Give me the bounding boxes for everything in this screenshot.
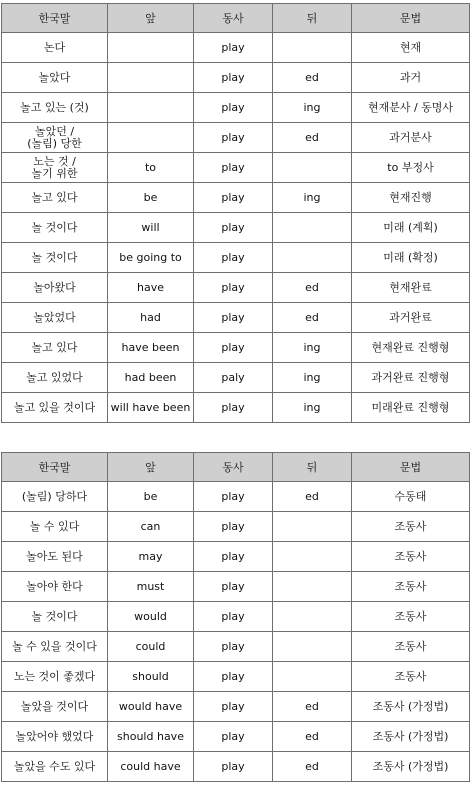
column-header-suffix: 뒤 <box>273 453 352 482</box>
cell-grammar: 미래 (확정) <box>352 243 470 273</box>
table-row <box>2 393 470 423</box>
cell-verb: play <box>194 93 273 123</box>
table-row <box>2 572 470 602</box>
cell-verb: play <box>194 482 273 512</box>
cell-grammar: 미래완료 진행형 <box>352 393 470 423</box>
cell-grammar: 조동사 <box>352 512 470 542</box>
table-row <box>2 123 470 153</box>
cell-suffix <box>273 243 352 273</box>
cell-verb: play <box>194 183 273 213</box>
cell-korean: 놀고 있다 <box>2 333 108 363</box>
cell-suffix: ed <box>273 752 352 782</box>
cell-grammar: 조동사 (가정법) <box>352 752 470 782</box>
cell-grammar: 조동사 <box>352 662 470 692</box>
grammar-table-modals <box>1 452 470 782</box>
cell-grammar: 조동사 (가정법) <box>352 722 470 752</box>
cell-korean: 놀 수 있다 <box>2 512 108 542</box>
table-row <box>2 153 470 183</box>
cell-verb: play <box>194 123 273 153</box>
cell-suffix <box>273 542 352 572</box>
cell-korean: 놀았어야 했었다 <box>2 722 108 752</box>
cell-verb: play <box>194 602 273 632</box>
cell-korean: 놀고 있을 것이다 <box>2 393 108 423</box>
cell-verb: play <box>194 572 273 602</box>
cell-korean: 논다 <box>2 33 108 63</box>
cell-front: should <box>108 662 194 692</box>
column-header-grammar: 문법 <box>352 453 470 482</box>
cell-suffix <box>273 632 352 662</box>
cell-suffix: ing <box>273 333 352 363</box>
table-row <box>2 602 470 632</box>
cell-verb: play <box>194 632 273 662</box>
cell-suffix <box>273 213 352 243</box>
cell-verb: play <box>194 692 273 722</box>
table-header-row <box>2 4 470 33</box>
cell-korean: 놀 수 있을 것이다 <box>2 632 108 662</box>
cell-front: be <box>108 482 194 512</box>
column-header-front: 앞 <box>108 4 194 33</box>
cell-grammar: 과거분사 <box>352 123 470 153</box>
column-header-korean: 한국말 <box>2 453 108 482</box>
cell-verb: play <box>194 153 273 183</box>
cell-verb: paly <box>194 363 273 393</box>
table-row <box>2 752 470 782</box>
cell-front: will <box>108 213 194 243</box>
cell-front: have <box>108 273 194 303</box>
column-header-verb: 동사 <box>194 453 273 482</box>
cell-front <box>108 63 194 93</box>
column-header-grammar: 문법 <box>352 4 470 33</box>
cell-suffix: ing <box>273 93 352 123</box>
cell-suffix <box>273 512 352 542</box>
cell-verb: play <box>194 752 273 782</box>
cell-korean: (놀림) 당하다 <box>2 482 108 512</box>
table-row <box>2 512 470 542</box>
cell-suffix <box>273 572 352 602</box>
cell-verb: play <box>194 393 273 423</box>
column-header-suffix: 뒤 <box>273 4 352 33</box>
cell-suffix: ing <box>273 393 352 423</box>
cell-front: would have <box>108 692 194 722</box>
cell-grammar: 과거완료 진행형 <box>352 363 470 393</box>
cell-front: could <box>108 632 194 662</box>
cell-front: be going to <box>108 243 194 273</box>
cell-grammar: to 부정사 <box>352 153 470 183</box>
cell-verb: play <box>194 512 273 542</box>
cell-verb: play <box>194 722 273 752</box>
cell-korean: 놀 것이다 <box>2 243 108 273</box>
table-row <box>2 183 470 213</box>
cell-front <box>108 33 194 63</box>
cell-grammar: 조동사 <box>352 572 470 602</box>
cell-front: may <box>108 542 194 572</box>
cell-front <box>108 123 194 153</box>
cell-grammar: 과거완료 <box>352 303 470 333</box>
cell-front: have been <box>108 333 194 363</box>
cell-grammar: 과거 <box>352 63 470 93</box>
cell-korean: 놀아야 한다 <box>2 572 108 602</box>
cell-front: would <box>108 602 194 632</box>
table-row <box>2 333 470 363</box>
cell-front: can <box>108 512 194 542</box>
cell-verb: play <box>194 333 273 363</box>
table-row <box>2 662 470 692</box>
cell-suffix: ed <box>273 123 352 153</box>
table-row <box>2 303 470 333</box>
cell-korean: 노는 것 / 놀기 위한 <box>2 153 108 183</box>
cell-verb: play <box>194 542 273 572</box>
table-row <box>2 33 470 63</box>
cell-suffix: ed <box>273 303 352 333</box>
cell-grammar: 조동사 <box>352 602 470 632</box>
cell-korean: 놀아왔다 <box>2 273 108 303</box>
cell-korean: 놀았다 <box>2 63 108 93</box>
cell-grammar: 미래 (계획) <box>352 213 470 243</box>
column-header-verb: 동사 <box>194 4 273 33</box>
cell-korean: 놀고 있는 (것) <box>2 93 108 123</box>
cell-verb: play <box>194 243 273 273</box>
cell-verb: play <box>194 273 273 303</box>
table-row <box>2 363 470 393</box>
cell-grammar: 수동태 <box>352 482 470 512</box>
table-row <box>2 213 470 243</box>
table-row <box>2 63 470 93</box>
grammar-table-tenses <box>1 3 470 423</box>
cell-korean: 놀았던 / (놀림) 당한 <box>2 123 108 153</box>
table-row <box>2 722 470 752</box>
column-header-korean: 한국말 <box>2 4 108 33</box>
cell-suffix: ed <box>273 273 352 303</box>
cell-verb: play <box>194 33 273 63</box>
cell-suffix <box>273 153 352 183</box>
cell-korean: 놀았을 수도 있다 <box>2 752 108 782</box>
cell-grammar: 현재분사 / 동명사 <box>352 93 470 123</box>
cell-front: to <box>108 153 194 183</box>
cell-verb: play <box>194 303 273 333</box>
table-row <box>2 542 470 572</box>
cell-suffix: ed <box>273 692 352 722</box>
cell-suffix <box>273 662 352 692</box>
cell-korean: 놀고 있었다 <box>2 363 108 393</box>
cell-grammar: 현재완료 <box>352 273 470 303</box>
cell-suffix: ed <box>273 482 352 512</box>
cell-suffix <box>273 602 352 632</box>
table-row <box>2 692 470 722</box>
table-row <box>2 482 470 512</box>
cell-korean: 놀고 있다 <box>2 183 108 213</box>
cell-verb: play <box>194 662 273 692</box>
cell-suffix <box>273 33 352 63</box>
table-row <box>2 243 470 273</box>
column-header-front: 앞 <box>108 453 194 482</box>
cell-verb: play <box>194 213 273 243</box>
cell-front: will have been <box>108 393 194 423</box>
cell-suffix: ing <box>273 183 352 213</box>
cell-grammar: 현재진행 <box>352 183 470 213</box>
cell-suffix: ing <box>273 363 352 393</box>
cell-front: had <box>108 303 194 333</box>
cell-front: must <box>108 572 194 602</box>
cell-grammar: 조동사 (가정법) <box>352 692 470 722</box>
table-row <box>2 273 470 303</box>
cell-front: should have <box>108 722 194 752</box>
cell-grammar: 현재 <box>352 33 470 63</box>
cell-korean: 놀 것이다 <box>2 602 108 632</box>
cell-front: had been <box>108 363 194 393</box>
cell-verb: play <box>194 63 273 93</box>
cell-korean: 노는 것이 좋겠다 <box>2 662 108 692</box>
cell-korean: 놀았었다 <box>2 303 108 333</box>
cell-korean: 놀았을 것이다 <box>2 692 108 722</box>
cell-front: be <box>108 183 194 213</box>
cell-suffix: ed <box>273 722 352 752</box>
cell-grammar: 조동사 <box>352 542 470 572</box>
cell-front: could have <box>108 752 194 782</box>
table-row <box>2 93 470 123</box>
cell-grammar: 현재완료 진행형 <box>352 333 470 363</box>
table-row <box>2 632 470 662</box>
cell-suffix: ed <box>273 63 352 93</box>
table-header-row <box>2 453 470 482</box>
cell-korean: 놀아도 된다 <box>2 542 108 572</box>
cell-front <box>108 93 194 123</box>
cell-grammar: 조동사 <box>352 632 470 662</box>
cell-korean: 놀 것이다 <box>2 213 108 243</box>
